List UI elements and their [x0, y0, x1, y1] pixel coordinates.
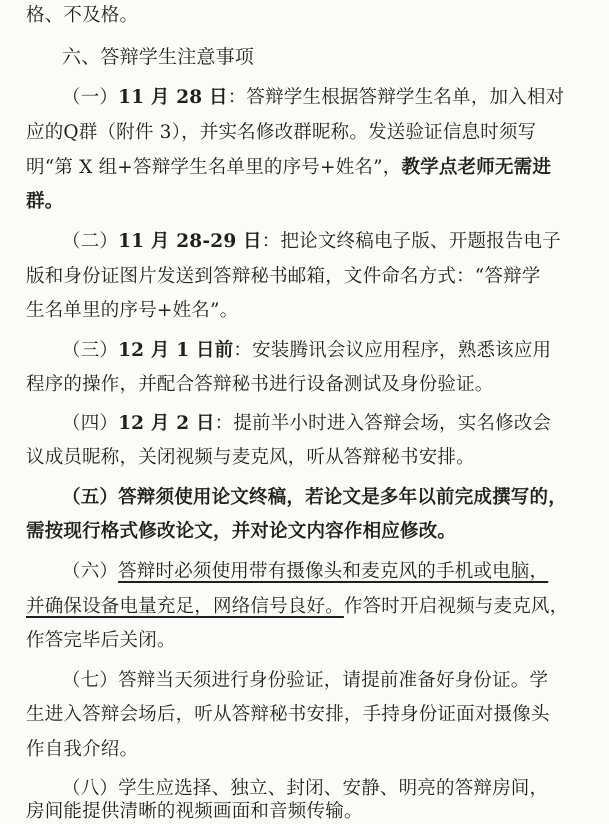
item-7-line-1	[62, 669, 596, 693]
item-1-line-1	[62, 86, 596, 110]
item-date: 11 月 28-29 日	[118, 231, 262, 252]
item-2-line-3	[26, 299, 596, 323]
item-8-line-1	[62, 777, 596, 801]
item-4-line-1	[62, 412, 596, 436]
item-8-line-2	[26, 800, 596, 824]
text-fragment: 明“第 X 组+答辩学生名单里的序号+姓名”，	[26, 157, 402, 178]
text-fragment: 作答完毕后关闭。	[26, 630, 176, 651]
text-line	[26, 4, 596, 28]
item-5-line-1	[62, 486, 596, 510]
underlined-text: 答辩时必须使用带有摄像头和麦克风的手机或电脑，	[118, 561, 549, 582]
text-fragment: 答辩当天须进行身份验证，请提前准备好身份证。学	[118, 670, 549, 691]
item-label: （二）	[62, 231, 119, 252]
item-7-line-2	[26, 703, 596, 727]
item-2-line-1	[62, 230, 596, 254]
heading-text: 六、答辩学生注意事项	[62, 46, 255, 68]
item-1-line-4	[26, 190, 596, 214]
item-4-line-2	[26, 446, 596, 470]
item-6-line-3	[26, 629, 596, 653]
text-fragment: 应的Q群（附件 3），并实名修改群昵称。发送验证信息时须写	[26, 122, 537, 143]
underlined-text: 并确保设备电量充足，网络信号良好。	[26, 596, 344, 617]
text-fragment: 学生应选择、独立、封闭、安静、明亮的答辩房间，	[118, 778, 549, 799]
item-label: （七）	[62, 670, 119, 691]
text-fragment: ：把论文终稿电子版、开题报告电子	[261, 231, 561, 252]
text-fragment: ：提前半小时进入答辩会场，实名修改会	[214, 413, 552, 434]
item-5-line-2	[26, 520, 596, 544]
section-heading	[62, 45, 609, 69]
text-fragment: 生名单里的序号+姓名”。	[26, 300, 239, 321]
bold-text: 教学点老师无需进	[401, 157, 552, 178]
text-fragment: ：安装腾讯会议应用程序，熟悉该应用	[233, 340, 552, 361]
text-fragment: ：答辩学生根据答辩学生名单，加入相对	[227, 87, 565, 108]
text-fragment: 生进入答辩会场后，听从答辩秘书安排，手持身份证面对摄像头	[26, 704, 550, 725]
text-fragment: 作自我介绍。	[26, 739, 139, 760]
bold-text: 群。	[26, 191, 64, 212]
item-label: （五）	[62, 487, 119, 508]
text-fragment: 程序的操作，并配合答辩秘书进行设备测试及身份验证。	[26, 374, 494, 395]
item-label: （六）	[62, 561, 119, 582]
text-fragment: 格、不及格。	[26, 5, 139, 26]
item-3-line-1	[62, 339, 596, 363]
item-3-line-2	[26, 373, 596, 397]
item-label: （八）	[62, 778, 119, 799]
item-6-line-2	[26, 595, 596, 619]
item-1-line-3	[26, 156, 596, 180]
item-date: 12 月 2 日	[118, 413, 215, 434]
item-label: （一）	[62, 87, 119, 108]
bold-text: 需按现行格式修改论文，并对论文内容作相应修改。	[26, 521, 457, 542]
item-date: 12 月 1 日前	[118, 340, 234, 361]
text-fragment: 议成员昵称，关闭视频与麦克风，听从答辩秘书安排。	[26, 447, 475, 468]
bold-text: 答辩须使用论文终稿，若论文是多年以前完成撰写的，	[118, 487, 567, 508]
text-fragment: 房间能提供清晰的视频画面和音频传输。	[26, 801, 363, 822]
item-1-line-2	[26, 121, 596, 145]
text-fragment: 作答时开启视频与麦克风，	[343, 596, 569, 617]
item-label: （三）	[62, 340, 119, 361]
item-7-line-3	[26, 738, 596, 762]
text-fragment: 版和身份证图片发送到答辩秘书邮箱，文件命名方式：“答辩学	[26, 266, 541, 287]
item-date: 11 月 28 日	[118, 87, 228, 108]
item-6-line-1	[62, 560, 596, 584]
item-2-line-2	[26, 265, 596, 289]
item-label: （四）	[62, 413, 119, 434]
